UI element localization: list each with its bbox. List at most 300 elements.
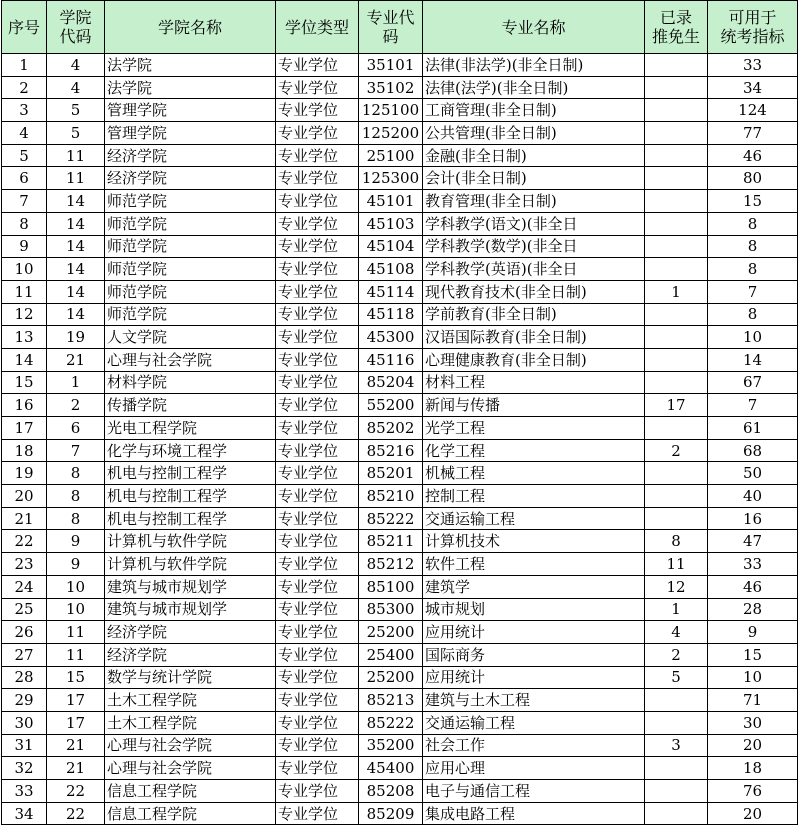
table-row	[2, 780, 798, 803]
cell-major-code: 85222	[359, 711, 423, 734]
cell-degree-type: 专业学位	[276, 689, 359, 712]
cell-exam-quota: 71	[708, 689, 798, 712]
cell-major-name: 心理健康教育(非全日制)	[423, 348, 645, 371]
cell-degree-type: 专业学位	[276, 802, 359, 825]
cell-major-code: 85202	[359, 417, 423, 440]
cell-major-code: 125200	[359, 122, 423, 145]
cell-degree-type: 专业学位	[276, 621, 359, 644]
cell-index: 13	[2, 326, 47, 349]
table-row	[2, 348, 798, 371]
cell-index: 28	[2, 666, 47, 689]
cell-college-name: 经济学院	[105, 144, 276, 167]
enrollment-quota-table	[1, 0, 798, 825]
cell-major-code: 85212	[359, 553, 423, 576]
header-label-line: 统考指标	[720, 27, 785, 46]
cell-major-name: 法律(非法学)(非全日制)	[423, 54, 645, 77]
col-header-exam-quota	[708, 1, 798, 54]
cell-major-code: 45101	[359, 190, 423, 213]
cell-index: 9	[2, 235, 47, 258]
cell-major-name: 城市规划	[423, 598, 645, 621]
cell-exam-quota: 33	[708, 54, 798, 77]
cell-college-code: 2	[47, 394, 105, 417]
cell-exam-quota: 16	[708, 507, 798, 530]
header-label-line: 序号	[7, 17, 40, 37]
cell-major-name: 化学工程	[423, 439, 645, 462]
cell-college-name: 机电与控制工程学	[105, 507, 276, 530]
cell-major-name: 软件工程	[423, 553, 645, 576]
cell-major-code: 85213	[359, 689, 423, 712]
cell-index: 25	[2, 598, 47, 621]
table-row	[2, 417, 798, 440]
cell-exempt-admitted	[645, 76, 708, 99]
cell-degree-type: 专业学位	[276, 99, 359, 122]
cell-exempt-admitted: 11	[645, 553, 708, 576]
cell-exempt-admitted: 17	[645, 394, 708, 417]
cell-college-code: 14	[47, 303, 105, 326]
cell-index: 21	[2, 507, 47, 530]
cell-major-code: 85208	[359, 780, 423, 803]
cell-exam-quota: 10	[708, 326, 798, 349]
cell-exam-quota: 14	[708, 348, 798, 371]
cell-college-code: 6	[47, 417, 105, 440]
cell-major-name: 交通运输工程	[423, 507, 645, 530]
cell-college-code: 14	[47, 190, 105, 213]
header-label-line: 学位类型	[284, 17, 349, 37]
cell-major-name: 学科教学(数学)(非全日	[423, 235, 645, 258]
cell-index: 7	[2, 190, 47, 213]
table-row	[2, 485, 798, 508]
cell-major-name: 交通运输工程	[423, 711, 645, 734]
table-row	[2, 394, 798, 417]
cell-college-code: 14	[47, 235, 105, 258]
cell-degree-type: 专业学位	[276, 76, 359, 99]
cell-major-code: 25200	[359, 621, 423, 644]
cell-exempt-admitted	[645, 99, 708, 122]
cell-index: 4	[2, 122, 47, 145]
table-row	[2, 462, 798, 485]
cell-exam-quota: 46	[708, 144, 798, 167]
cell-exam-quota: 124	[708, 99, 798, 122]
cell-degree-type: 专业学位	[276, 190, 359, 213]
cell-college-code: 17	[47, 711, 105, 734]
cell-index: 3	[2, 99, 47, 122]
cell-exam-quota: 77	[708, 122, 798, 145]
cell-major-name: 社会工作	[423, 734, 645, 757]
table-row	[2, 734, 798, 757]
cell-major-name: 控制工程	[423, 485, 645, 508]
cell-college-code: 11	[47, 144, 105, 167]
cell-major-code: 85100	[359, 575, 423, 598]
cell-exempt-admitted	[645, 371, 708, 394]
cell-college-name: 管理学院	[105, 99, 276, 122]
table-row	[2, 439, 798, 462]
cell-college-code: 10	[47, 575, 105, 598]
cell-major-code: 85211	[359, 530, 423, 553]
cell-exempt-admitted: 4	[645, 621, 708, 644]
table-header	[2, 1, 798, 54]
cell-degree-type: 专业学位	[276, 394, 359, 417]
cell-major-code: 25100	[359, 144, 423, 167]
cell-index: 26	[2, 621, 47, 644]
cell-exempt-admitted	[645, 212, 708, 235]
cell-college-code: 5	[47, 99, 105, 122]
header-label-line: 推免生	[651, 27, 700, 46]
table-row	[2, 802, 798, 825]
cell-major-code: 35101	[359, 54, 423, 77]
cell-college-code: 9	[47, 530, 105, 553]
cell-major-code: 85222	[359, 507, 423, 530]
cell-index: 5	[2, 144, 47, 167]
cell-major-name: 电子与通信工程	[423, 780, 645, 803]
cell-index: 8	[2, 212, 47, 235]
cell-degree-type: 专业学位	[276, 757, 359, 780]
cell-exam-quota: 15	[708, 190, 798, 213]
cell-college-code: 5	[47, 122, 105, 145]
table-row	[2, 598, 798, 621]
cell-exempt-admitted: 5	[645, 666, 708, 689]
cell-major-name: 会计(非全日制)	[423, 167, 645, 190]
header-label-line: 学院	[59, 8, 92, 27]
cell-major-code: 35200	[359, 734, 423, 757]
cell-exempt-admitted	[645, 485, 708, 508]
cell-college-code: 14	[47, 212, 105, 235]
cell-exam-quota: 34	[708, 76, 798, 99]
col-header-exempt-admitted	[645, 1, 708, 54]
col-header-college-name	[105, 1, 276, 54]
cell-degree-type: 专业学位	[276, 575, 359, 598]
cell-major-name: 教育管理(非全日制)	[423, 190, 645, 213]
header-label-line: 码	[382, 27, 399, 46]
cell-exempt-admitted	[645, 711, 708, 734]
cell-college-code: 11	[47, 643, 105, 666]
cell-exam-quota: 20	[708, 734, 798, 757]
table-row	[2, 326, 798, 349]
cell-college-code: 8	[47, 507, 105, 530]
cell-college-name: 化学与环境工程学	[105, 439, 276, 462]
cell-exempt-admitted	[645, 303, 708, 326]
cell-major-code: 85201	[359, 462, 423, 485]
cell-major-code: 25400	[359, 643, 423, 666]
cell-degree-type: 专业学位	[276, 439, 359, 462]
cell-exempt-admitted: 1	[645, 280, 708, 303]
header-label-line: 学院名称	[157, 17, 222, 37]
cell-college-code: 21	[47, 348, 105, 371]
cell-degree-type: 专业学位	[276, 666, 359, 689]
cell-college-code: 17	[47, 689, 105, 712]
cell-index: 2	[2, 76, 47, 99]
cell-degree-type: 专业学位	[276, 54, 359, 77]
cell-index: 10	[2, 258, 47, 281]
cell-exempt-admitted	[645, 190, 708, 213]
cell-exempt-admitted	[645, 326, 708, 349]
cell-degree-type: 专业学位	[276, 326, 359, 349]
cell-college-code: 15	[47, 666, 105, 689]
cell-college-name: 建筑与城市规划学	[105, 598, 276, 621]
cell-major-code: 85204	[359, 371, 423, 394]
cell-college-name: 经济学院	[105, 167, 276, 190]
table-row	[2, 621, 798, 644]
cell-exempt-admitted	[645, 780, 708, 803]
table-row	[2, 666, 798, 689]
cell-major-name: 应用统计	[423, 666, 645, 689]
table-row	[2, 122, 798, 145]
cell-index: 15	[2, 371, 47, 394]
cell-index: 22	[2, 530, 47, 553]
table-row	[2, 235, 798, 258]
cell-major-code: 125100	[359, 99, 423, 122]
table-row	[2, 689, 798, 712]
cell-exam-quota: 33	[708, 553, 798, 576]
cell-degree-type: 专业学位	[276, 258, 359, 281]
cell-college-code: 8	[47, 462, 105, 485]
cell-college-name: 师范学院	[105, 303, 276, 326]
table-row	[2, 76, 798, 99]
cell-college-code: 14	[47, 258, 105, 281]
header-row	[2, 1, 798, 54]
cell-degree-type: 专业学位	[276, 348, 359, 371]
cell-college-code: 1	[47, 371, 105, 394]
cell-degree-type: 专业学位	[276, 507, 359, 530]
cell-degree-type: 专业学位	[276, 122, 359, 145]
cell-major-name: 新闻与传播	[423, 394, 645, 417]
cell-degree-type: 专业学位	[276, 530, 359, 553]
cell-exam-quota: 7	[708, 280, 798, 303]
cell-index: 32	[2, 757, 47, 780]
cell-index: 34	[2, 802, 47, 825]
table-row	[2, 212, 798, 235]
cell-index: 33	[2, 780, 47, 803]
cell-degree-type: 专业学位	[276, 462, 359, 485]
cell-college-name: 材料学院	[105, 371, 276, 394]
cell-degree-type: 专业学位	[276, 711, 359, 734]
cell-degree-type: 专业学位	[276, 485, 359, 508]
cell-degree-type: 专业学位	[276, 303, 359, 326]
cell-major-code: 45108	[359, 258, 423, 281]
cell-exempt-admitted: 3	[645, 734, 708, 757]
cell-degree-type: 专业学位	[276, 371, 359, 394]
cell-major-name: 光学工程	[423, 417, 645, 440]
cell-college-name: 信息工程学院	[105, 780, 276, 803]
table-row	[2, 711, 798, 734]
cell-major-code: 85209	[359, 802, 423, 825]
cell-exempt-admitted: 8	[645, 530, 708, 553]
cell-college-name: 师范学院	[105, 190, 276, 213]
cell-degree-type: 专业学位	[276, 280, 359, 303]
table-row	[2, 99, 798, 122]
cell-major-code: 85210	[359, 485, 423, 508]
cell-index: 19	[2, 462, 47, 485]
cell-college-name: 心理与社会学院	[105, 348, 276, 371]
cell-exempt-admitted	[645, 235, 708, 258]
cell-major-name: 计算机技术	[423, 530, 645, 553]
cell-exempt-admitted	[645, 144, 708, 167]
cell-index: 29	[2, 689, 47, 712]
cell-college-name: 法学院	[105, 54, 276, 77]
cell-college-name: 机电与控制工程学	[105, 462, 276, 485]
table-row	[2, 303, 798, 326]
cell-exempt-admitted: 1	[645, 598, 708, 621]
cell-exam-quota: 28	[708, 598, 798, 621]
cell-degree-type: 专业学位	[276, 212, 359, 235]
cell-college-name: 师范学院	[105, 280, 276, 303]
cell-college-name: 师范学院	[105, 258, 276, 281]
cell-college-name: 师范学院	[105, 212, 276, 235]
cell-college-name: 数学与统计学院	[105, 666, 276, 689]
table-row	[2, 280, 798, 303]
cell-major-name: 应用心理	[423, 757, 645, 780]
cell-college-name: 经济学院	[105, 621, 276, 644]
cell-major-name: 公共管理(非全日制)	[423, 122, 645, 145]
cell-major-name: 金融(非全日制)	[423, 144, 645, 167]
cell-exempt-admitted	[645, 802, 708, 825]
cell-index: 27	[2, 643, 47, 666]
cell-index: 17	[2, 417, 47, 440]
cell-major-code: 45118	[359, 303, 423, 326]
col-header-degree-type	[276, 1, 359, 54]
cell-college-code: 8	[47, 485, 105, 508]
cell-exempt-admitted	[645, 348, 708, 371]
cell-exam-quota: 15	[708, 643, 798, 666]
cell-college-code: 4	[47, 54, 105, 77]
cell-college-code: 21	[47, 734, 105, 757]
cell-degree-type: 专业学位	[276, 417, 359, 440]
cell-degree-type: 专业学位	[276, 643, 359, 666]
cell-exempt-admitted	[645, 689, 708, 712]
cell-degree-type: 专业学位	[276, 553, 359, 576]
col-header-major-code	[359, 1, 423, 54]
cell-index: 6	[2, 167, 47, 190]
table-row	[2, 757, 798, 780]
cell-major-name: 法律(法学)(非全日制)	[423, 76, 645, 99]
cell-exempt-admitted: 2	[645, 643, 708, 666]
header-label-line: 已录	[659, 8, 692, 27]
cell-exempt-admitted	[645, 122, 708, 145]
cell-college-code: 10	[47, 598, 105, 621]
cell-degree-type: 专业学位	[276, 598, 359, 621]
cell-college-name: 人文学院	[105, 326, 276, 349]
cell-exempt-admitted	[645, 167, 708, 190]
cell-college-name: 信息工程学院	[105, 802, 276, 825]
cell-college-name: 建筑与城市规划学	[105, 575, 276, 598]
cell-exam-quota: 68	[708, 439, 798, 462]
cell-college-code: 11	[47, 167, 105, 190]
table-row	[2, 643, 798, 666]
cell-degree-type: 专业学位	[276, 235, 359, 258]
cell-major-name: 材料工程	[423, 371, 645, 394]
col-header-college-code	[47, 1, 105, 54]
cell-exam-quota: 40	[708, 485, 798, 508]
table-row	[2, 575, 798, 598]
cell-degree-type: 专业学位	[276, 167, 359, 190]
cell-exam-quota: 8	[708, 303, 798, 326]
cell-exempt-admitted: 12	[645, 575, 708, 598]
cell-exam-quota: 61	[708, 417, 798, 440]
cell-degree-type: 专业学位	[276, 734, 359, 757]
cell-college-code: 22	[47, 802, 105, 825]
table-body	[2, 54, 798, 825]
cell-exam-quota: 20	[708, 802, 798, 825]
cell-college-name: 传播学院	[105, 394, 276, 417]
cell-exam-quota: 9	[708, 621, 798, 644]
cell-exempt-admitted: 2	[645, 439, 708, 462]
cell-index: 31	[2, 734, 47, 757]
cell-major-name: 机械工程	[423, 462, 645, 485]
cell-exempt-admitted	[645, 757, 708, 780]
cell-major-code: 35102	[359, 76, 423, 99]
cell-exempt-admitted	[645, 417, 708, 440]
cell-exam-quota: 50	[708, 462, 798, 485]
header-label-line: 专业代	[366, 8, 415, 27]
cell-index: 16	[2, 394, 47, 417]
cell-college-code: 14	[47, 280, 105, 303]
cell-college-name: 土木工程学院	[105, 689, 276, 712]
cell-major-name: 集成电路工程	[423, 802, 645, 825]
cell-major-code: 45104	[359, 235, 423, 258]
cell-major-name: 学科教学(英语)(非全日	[423, 258, 645, 281]
cell-exempt-admitted	[645, 54, 708, 77]
cell-college-code: 22	[47, 780, 105, 803]
cell-index: 24	[2, 575, 47, 598]
cell-college-name: 管理学院	[105, 122, 276, 145]
cell-major-name: 国际商务	[423, 643, 645, 666]
cell-index: 30	[2, 711, 47, 734]
cell-college-code: 9	[47, 553, 105, 576]
cell-major-name: 汉语国际教育(非全日制)	[423, 326, 645, 349]
cell-exempt-admitted	[645, 462, 708, 485]
cell-exam-quota: 76	[708, 780, 798, 803]
cell-major-name: 建筑与土木工程	[423, 689, 645, 712]
cell-exam-quota: 80	[708, 167, 798, 190]
cell-index: 23	[2, 553, 47, 576]
cell-index: 11	[2, 280, 47, 303]
col-header-major-name	[423, 1, 645, 54]
cell-exempt-admitted	[645, 258, 708, 281]
cell-major-code: 45400	[359, 757, 423, 780]
cell-major-code: 45103	[359, 212, 423, 235]
cell-degree-type: 专业学位	[276, 144, 359, 167]
cell-college-name: 计算机与软件学院	[105, 553, 276, 576]
cell-major-code: 85216	[359, 439, 423, 462]
cell-college-name: 机电与控制工程学	[105, 485, 276, 508]
table-row	[2, 167, 798, 190]
cell-degree-type: 专业学位	[276, 780, 359, 803]
cell-index: 18	[2, 439, 47, 462]
cell-college-name: 心理与社会学院	[105, 757, 276, 780]
cell-exam-quota: 8	[708, 212, 798, 235]
header-label-line: 可用于	[728, 8, 777, 27]
header-label-line: 代码	[59, 27, 92, 46]
cell-major-code: 45116	[359, 348, 423, 371]
cell-college-name: 法学院	[105, 76, 276, 99]
table-row	[2, 530, 798, 553]
cell-major-name: 学前教育(非全日制)	[423, 303, 645, 326]
cell-exam-quota: 67	[708, 371, 798, 394]
cell-index: 20	[2, 485, 47, 508]
cell-index: 12	[2, 303, 47, 326]
table-row	[2, 190, 798, 213]
table-row	[2, 507, 798, 530]
cell-college-code: 7	[47, 439, 105, 462]
cell-major-code: 45300	[359, 326, 423, 349]
cell-major-code: 45114	[359, 280, 423, 303]
cell-exam-quota: 30	[708, 711, 798, 734]
cell-major-code: 85300	[359, 598, 423, 621]
cell-major-code: 125300	[359, 167, 423, 190]
cell-major-name: 学科教学(语文)(非全日	[423, 212, 645, 235]
cell-college-name: 计算机与软件学院	[105, 530, 276, 553]
cell-index: 1	[2, 54, 47, 77]
cell-college-code: 19	[47, 326, 105, 349]
